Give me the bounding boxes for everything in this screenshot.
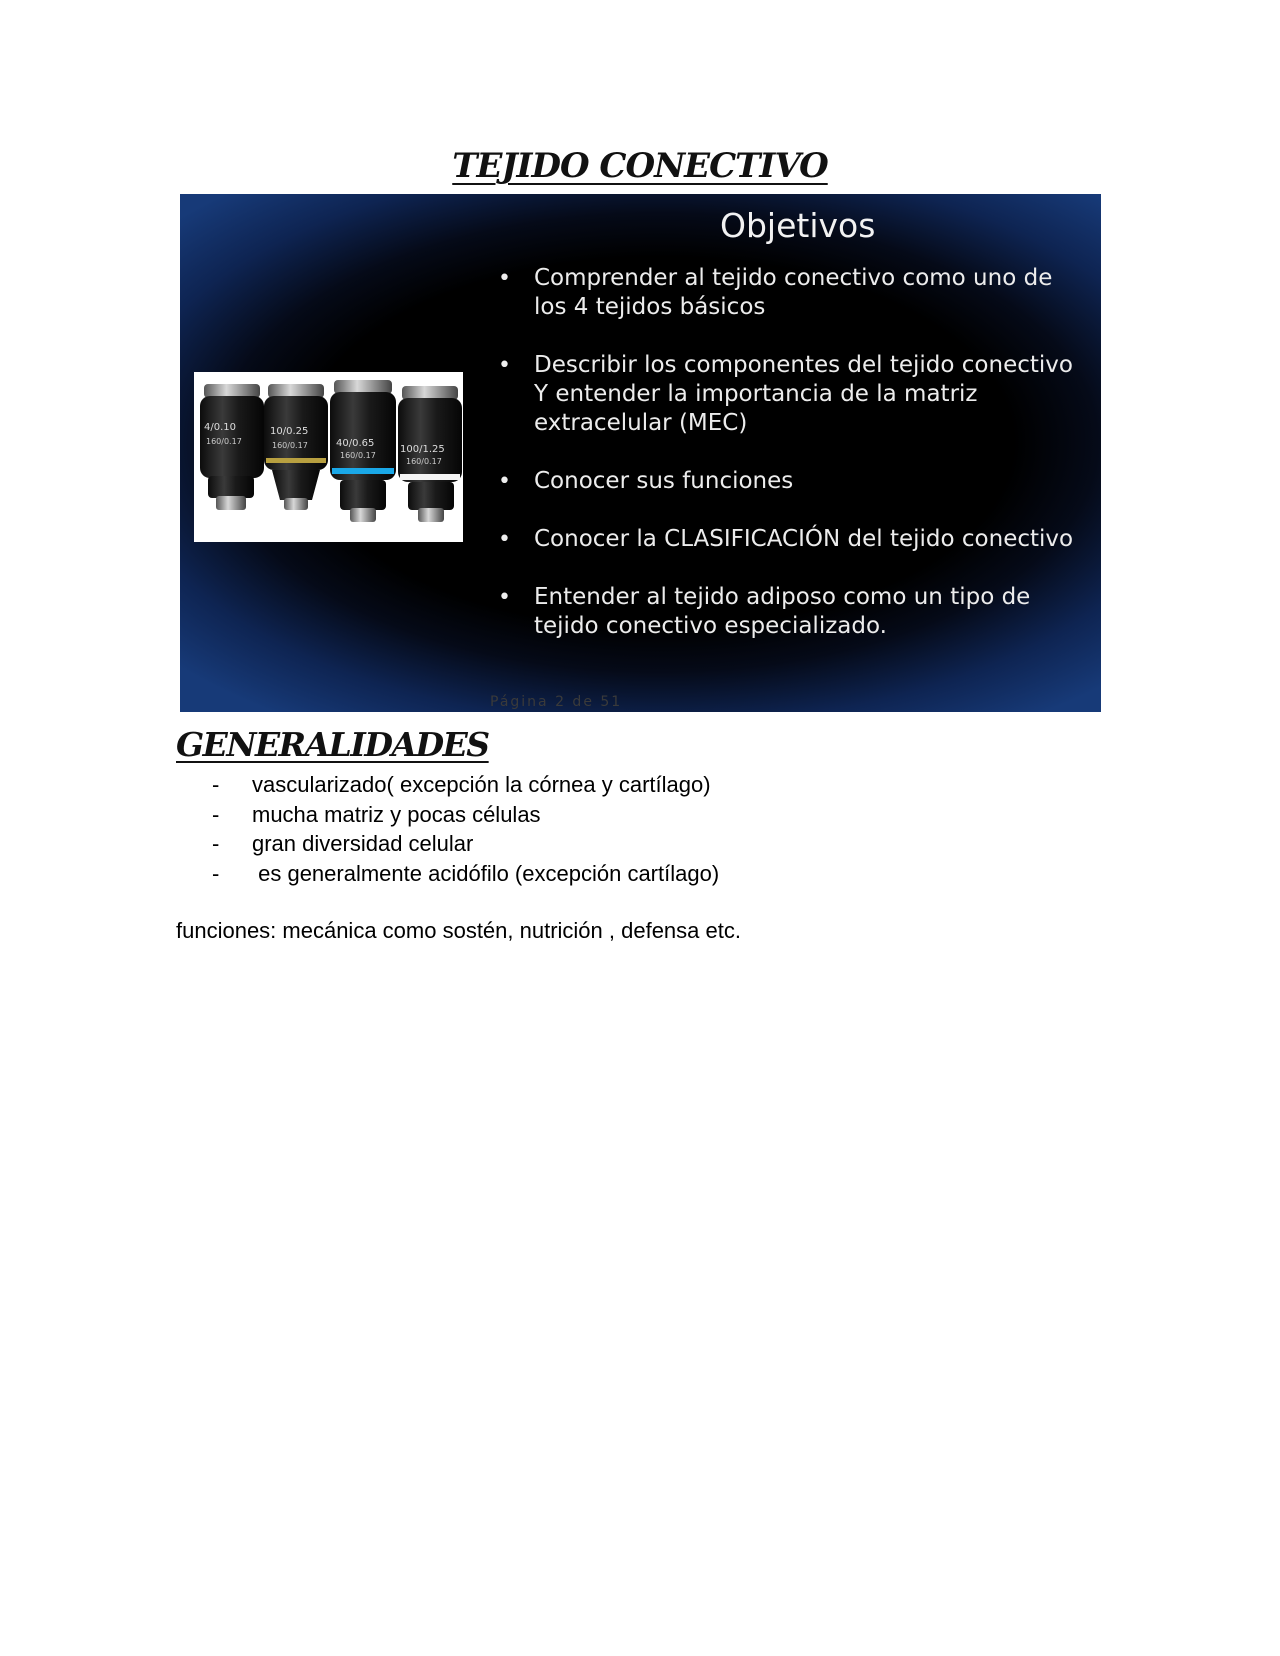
bullet-icon: •	[498, 469, 511, 494]
bullet-icon: •	[498, 527, 511, 552]
slide-bullet: • Comprender al tejido conectivo como uno de los 4 tejidos básicos	[498, 265, 1053, 320]
slide-bullet: • Entender al tejido adiposo como un tipo de tejido conectivo especializado.	[498, 584, 1031, 639]
slide-image	[180, 194, 1101, 712]
objective-lens-40x	[330, 380, 396, 522]
slide-bullet: • Describir los componentes del tejido conectivo Y entender la importancia de la matriz extracelular (MEC)	[498, 352, 1073, 436]
bullet-icon: •	[498, 266, 511, 291]
lens-label: 10/0.25	[270, 426, 309, 437]
lens-sublabel: 160/0.17	[206, 437, 242, 446]
list-item: - mucha matriz y pocas células	[212, 801, 541, 827]
bullet-icon: •	[498, 585, 511, 610]
slide-title: Objetivos	[720, 206, 876, 245]
objective-lens-4x	[200, 384, 264, 510]
objective-lens-10x	[264, 384, 328, 510]
list-item: - vascularizado( excepción la córnea y cartílago)	[212, 772, 711, 797]
objective-lens-100x	[398, 386, 462, 522]
page-title: TEJIDO CONECTIVO	[452, 146, 828, 186]
generalidades-list	[212, 770, 719, 888]
list-item: - gran diversidad celular	[212, 831, 474, 856]
lens-sublabel: 160/0.17	[406, 457, 442, 466]
slide-bullets	[498, 264, 1088, 670]
lens-sublabel: 160/0.17	[272, 441, 308, 450]
funciones-paragraph: funciones: mecánica como sostén, nutrición , defensa etc.	[176, 918, 741, 943]
lens-label: 4/0.10	[204, 422, 236, 433]
slide-bullet: • Conocer sus funciones	[498, 468, 794, 494]
slide-page-indicator: Página 2 de 51	[490, 694, 623, 710]
section-heading: GENERALIDADES	[176, 725, 489, 764]
lens-label: 100/1.25	[400, 444, 445, 455]
list-item: - es generalmente acidófilo (excepción cartílago)	[212, 860, 720, 886]
objectives-drawing	[194, 372, 463, 542]
microscope-objectives-photo	[194, 372, 463, 542]
lens-label: 40/0.65	[336, 438, 375, 449]
lens-sublabel: 160/0.17	[340, 451, 376, 460]
slide-bullet: • Conocer la CLASIFICACIÓN del tejido conectivo	[498, 526, 1074, 552]
bullet-icon: •	[498, 353, 511, 378]
